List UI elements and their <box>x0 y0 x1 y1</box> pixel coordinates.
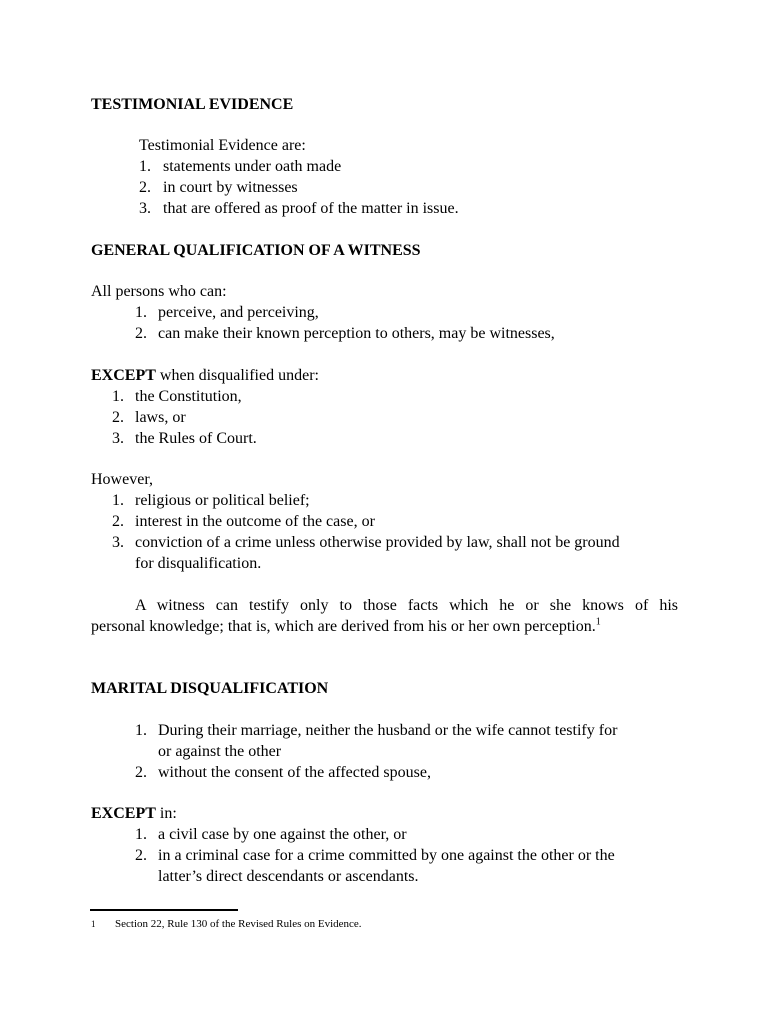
footnote-text: Section 22, Rule 130 of the Revised Rules on Evidence. <box>115 918 362 930</box>
list-item-continuation: or against the other <box>158 743 282 760</box>
list-number: 2. <box>135 764 147 781</box>
testimonial-intro: Testimonial Evidence are: <box>139 137 306 154</box>
list-item: without the consent of the affected spouse, <box>158 764 431 781</box>
list-item: perceive, and perceiving, <box>158 304 319 321</box>
except-keyword: EXCEPT <box>91 805 156 822</box>
however-line: However, <box>91 471 153 488</box>
except-line <box>91 803 177 824</box>
list-number: 1. <box>135 722 147 739</box>
paragraph-line <box>91 616 601 637</box>
list-item: interest in the outcome of the case, or <box>135 513 375 530</box>
except-text: when disqualified under: <box>155 367 319 384</box>
list-number: 2. <box>135 847 147 864</box>
list-item: in a criminal case for a crime committed by one against the other or the <box>158 847 615 864</box>
list-item: can make their known perception to others, may be witnesses, <box>158 325 555 342</box>
heading-general-qualification: GENERAL QUALIFICATION OF A WITNESS <box>91 242 421 259</box>
list-number: 2. <box>139 179 151 196</box>
paragraph-line: A witness can testify only to those facts which he or she knows of his <box>135 597 678 614</box>
list-item: a civil case by one against the other, or <box>158 826 407 843</box>
footnote-separator <box>90 909 238 911</box>
list-number: 1. <box>135 304 147 321</box>
list-item: the Rules of Court. <box>135 430 257 447</box>
except-text: in: <box>155 805 177 822</box>
general-intro: All persons who can: <box>91 283 227 300</box>
heading-testimonial-evidence: TESTIMONIAL EVIDENCE <box>91 96 294 113</box>
except-keyword: EXCEPT <box>91 367 156 384</box>
list-item: statements under oath made <box>163 158 342 175</box>
list-item: in court by witnesses <box>163 179 298 196</box>
footnote-reference[interactable]: 1 <box>595 616 601 628</box>
list-item: conviction of a crime unless otherwise provided by law, shall not be ground <box>135 534 620 551</box>
list-item-continuation: latter’s direct descendants or ascendants. <box>158 868 419 885</box>
list-number: 1. <box>139 158 151 175</box>
footnote-number: 1 <box>91 919 96 929</box>
list-number: 1. <box>135 826 147 843</box>
list-number: 1. <box>112 388 124 405</box>
list-item: the Constitution, <box>135 388 242 405</box>
list-item-continuation: for disqualification. <box>135 555 262 572</box>
list-number: 3. <box>112 430 124 447</box>
list-item: laws, or <box>135 409 186 426</box>
list-number: 3. <box>139 200 151 217</box>
list-item: that are offered as proof of the matter in issue. <box>163 200 459 217</box>
list-number: 2. <box>112 513 124 530</box>
heading-marital-disqualification: MARITAL DISQUALIFICATION <box>91 680 329 697</box>
list-item: religious or political belief; <box>135 492 310 509</box>
list-number: 3. <box>112 534 124 551</box>
list-number: 2. <box>135 325 147 342</box>
except-line <box>91 365 319 386</box>
list-number: 1. <box>112 492 124 509</box>
paragraph-text: personal knowledge; that is, which are derived from his or her own perception. <box>91 618 596 635</box>
list-number: 2. <box>112 409 124 426</box>
list-item: During their marriage, neither the husband or the wife cannot testify for <box>158 722 618 739</box>
